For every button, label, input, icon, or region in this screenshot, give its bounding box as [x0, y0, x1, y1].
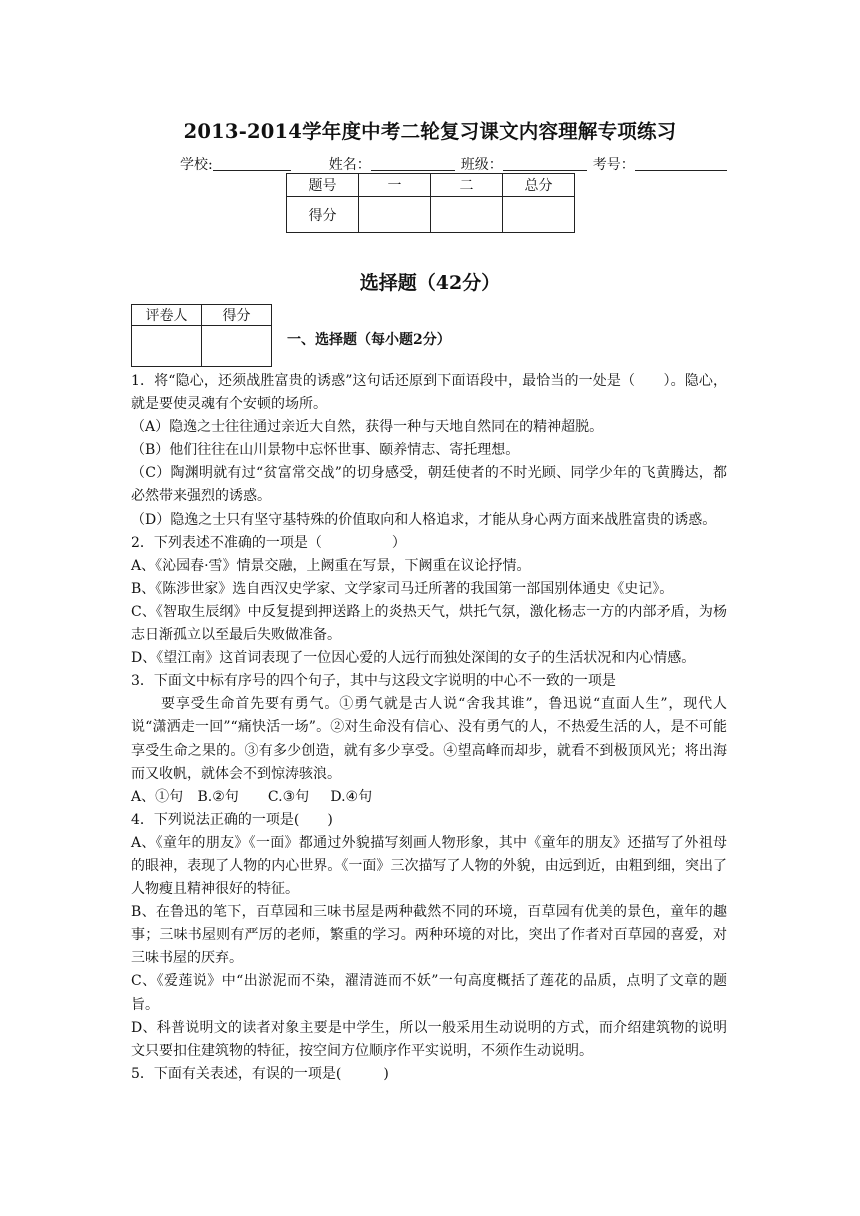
- option-c: C、《爱莲说》中“出淤泥而不染，濯清涟而不妖”一句高度概括了莲花的品质，点明了文章的题旨。: [131, 973, 727, 1013]
- option-d: D、科普说明文的读者对象主要是中学生，所以一般采用生动说明的方式，而介绍建筑物的说明文只要扣住建筑物的特征，按空间方位顺序作平实说明，不须作生动说明。: [131, 1019, 727, 1059]
- option-d: （D）隐逸之士只有坚守基特殊的价值取向和人格追求，才能从身心两方面来战胜富贵的诱惑。: [131, 511, 717, 528]
- score-header-cell: 二: [431, 174, 503, 197]
- option-a: A、《童年的朋友》《一面》都通过外貌描写刻画人物形象，其中《童年的朋友》还描写了外祖母的眼神，表现了人物的内心世界。《一面》三次描写了人物的外貌，由远到近，由粗到细，突出了人物瘦且精神很好的特征。: [131, 834, 727, 898]
- name-blank[interactable]: [371, 156, 455, 171]
- option-a: A、《沁园春·雪》情景交融，上阙重在写景，下阙重在议论抒情。: [131, 557, 531, 574]
- score-table: [286, 173, 575, 233]
- exam-number-blank[interactable]: [635, 156, 727, 171]
- part-title: 一、选择题（每小题2分）: [287, 332, 451, 348]
- score-cell[interactable]: [431, 197, 503, 233]
- option-d: D.④句: [330, 788, 373, 805]
- option-b: （B）他们往往在山川景物中忘怀世事、颐养情志、寄托理想。: [131, 442, 520, 459]
- option-b: B、在鲁迅的笔下，百草园和三味书屋是两种截然不同的环境，百草园有优美的景色，童年的趣事；三味书屋则有严厉的老师，繁重的学习。两种环境的对比，突出了作者对百草园的喜爱，对三味书屋的厌弃。: [131, 904, 727, 967]
- option-c: C.③句: [267, 788, 310, 805]
- question-passage: 要享受生命首先要有勇气。①勇气就是古人说“舍我其谁”，鲁迅说“直面人生”，现代人说“潇洒走一回”“痛快活一场”。②对生命没有信心、没有勇气的人，不热爱生活的人，是不可能享受生命之果的。③有多少创造，就有多少享受。④望高峰而却步，就看不到极顶风光；将出海而又收帆，就体会不到惊涛骇浪。: [131, 696, 727, 782]
- score-cell[interactable]: [359, 197, 431, 233]
- class-blank[interactable]: [503, 156, 587, 171]
- grader-header-cell: 评卷人: [132, 305, 202, 326]
- option-b: B、《陈涉世家》选自西汉史学家、文学家司马迁所著的我国第一部国别体通史《史记》。: [131, 580, 674, 597]
- student-info-row: [180, 154, 727, 174]
- grader-cell[interactable]: [202, 326, 272, 367]
- score-header-cell: 一: [359, 174, 431, 197]
- grader-table: [131, 304, 272, 367]
- option-a: A、①句: [131, 788, 184, 805]
- school-label: 学校:: [180, 157, 213, 173]
- exam-number-label: 考号：: [592, 157, 635, 173]
- question-stem: 5．下面有关表述，有误的一项是( ): [131, 1065, 389, 1082]
- score-row-label: 得分: [287, 197, 359, 233]
- school-blank[interactable]: [213, 156, 291, 171]
- question-stem: 3．下面文中标有序号的四个句子，其中与这段文字说明的中心不一致的一项是: [131, 673, 616, 690]
- class-label: 班级：: [460, 157, 503, 173]
- option-b: B.②句: [197, 788, 239, 805]
- question-stem: 4．下列说法正确的一项是( ): [131, 811, 333, 828]
- options-row: [131, 786, 727, 809]
- section-title: 选择题（42分）: [359, 272, 501, 294]
- grader-cell[interactable]: [132, 326, 202, 367]
- option-d: D、《望江南》这首词表现了一位因心爱的人远行而独处深闺的女子的生活状况和内心情感。: [131, 650, 696, 667]
- score-header-cell: 总分: [503, 174, 575, 197]
- grader-header-cell: 得分: [202, 305, 272, 326]
- question-stem: 2．下列表述不准确的一项是（ ）: [131, 534, 406, 551]
- score-header-cell: 题号: [287, 174, 359, 197]
- question-stem: 1．将“隐心，还须战胜富贵的诱惑”这句话还原到下面语段中，最恰当的一处是（ ）。隐心，就是要使灵魂有个安顿的场所。: [131, 373, 727, 413]
- questions-body: [131, 370, 727, 1086]
- option-c: （C）陶渊明就有过“贫富常交战”的切身感受，朝廷使者的不时光顾、同学少年的飞黄腾达，都必然带来强烈的诱惑。: [131, 465, 727, 505]
- name-label: 姓名：: [328, 157, 371, 173]
- score-cell[interactable]: [503, 197, 575, 233]
- option-a: （A）隐逸之士往往通过亲近大自然，获得一种与天地自然同在的精神超脱。: [131, 419, 604, 436]
- page-title: 2013-2014学年度中考二轮复习课文内容理解专项练习: [183, 120, 677, 143]
- option-c: C、《智取生辰纲》中反复提到押送路上的炎热天气，烘托气氛，激化杨志一方的内部矛盾，为杨志日渐孤立以至最后失败做准备。: [131, 603, 727, 644]
